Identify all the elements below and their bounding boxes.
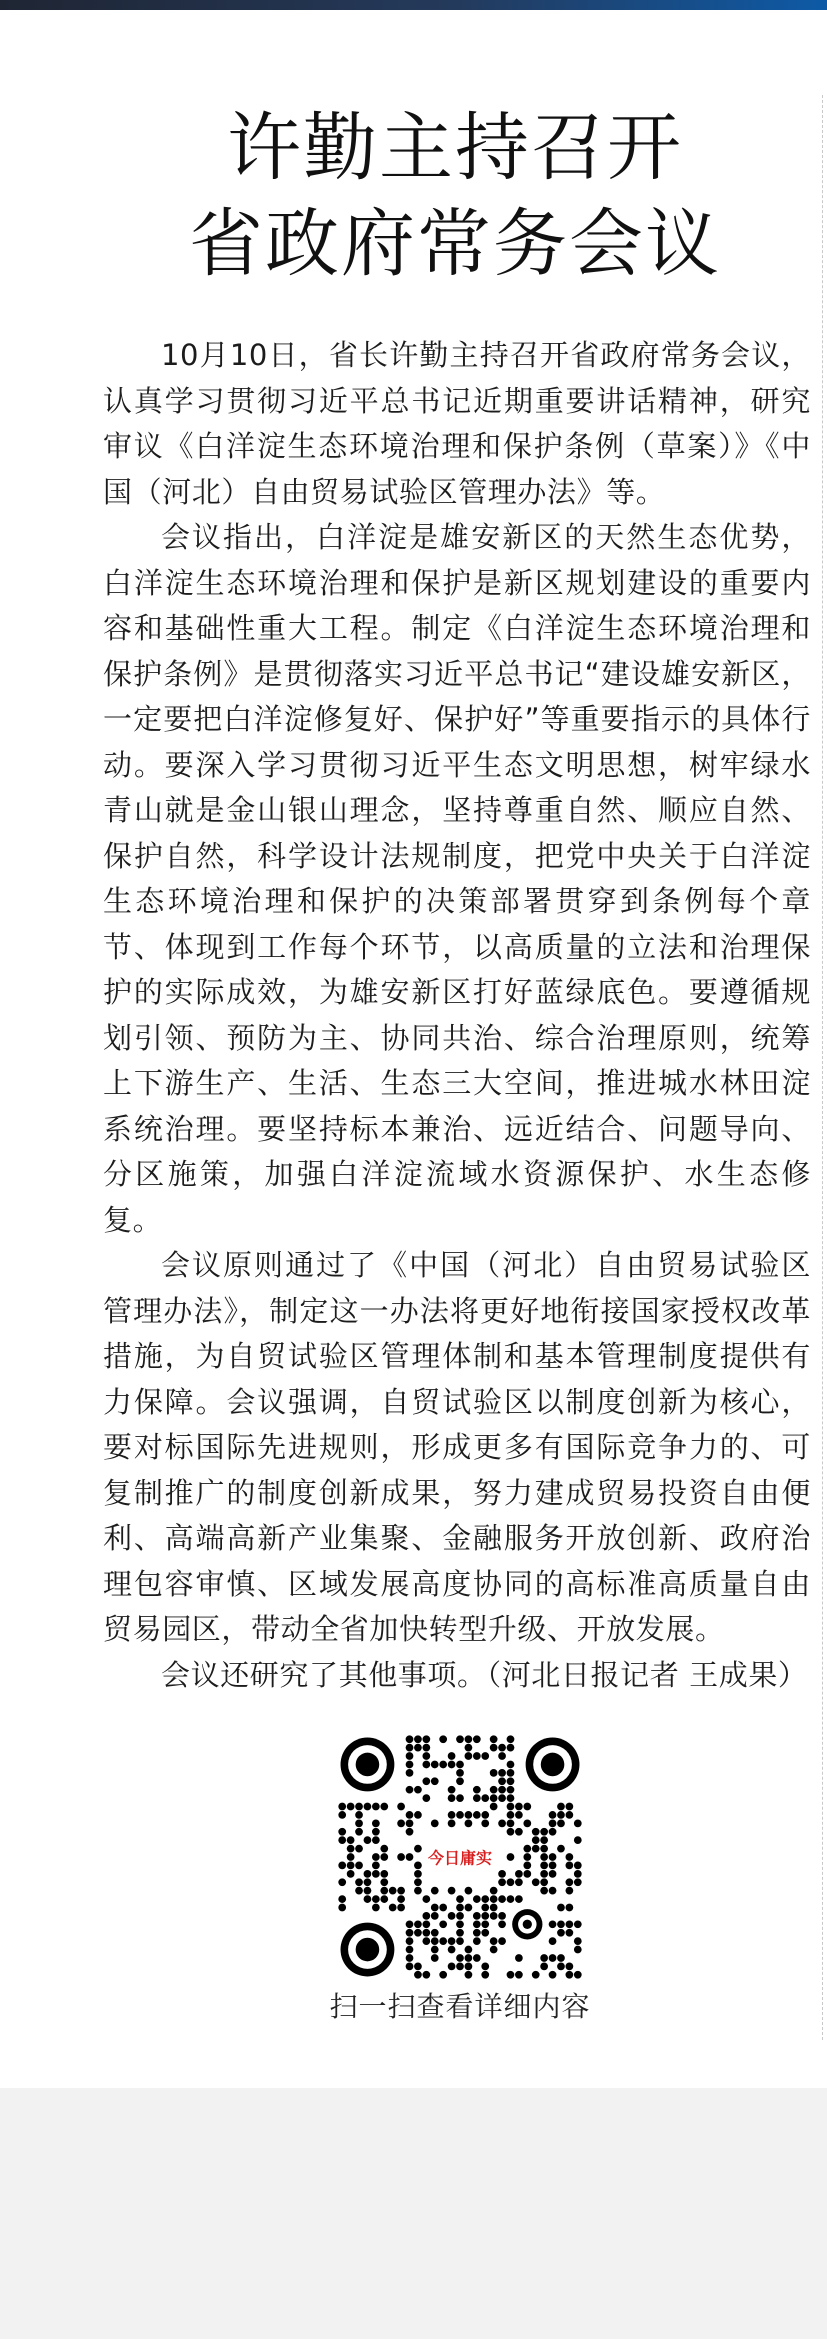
qr-module xyxy=(481,1811,489,1819)
qr-module xyxy=(507,1971,515,1979)
qr-module xyxy=(490,1769,498,1777)
qr-module xyxy=(566,1920,574,1928)
qr-module xyxy=(406,1828,414,1836)
qr-module xyxy=(549,1887,557,1895)
qr-module xyxy=(574,1920,582,1928)
qr-module xyxy=(448,1946,456,1954)
qr-module xyxy=(414,1786,422,1794)
qr-module xyxy=(515,1895,523,1903)
qr-module xyxy=(347,1803,355,1811)
qr-module xyxy=(397,1887,405,1895)
qr-module xyxy=(473,1794,481,1802)
qr-module xyxy=(380,1887,388,1895)
qr-module xyxy=(498,1920,506,1928)
qr-module xyxy=(473,1786,481,1794)
qr-module xyxy=(473,1937,481,1945)
qr-module xyxy=(364,1878,372,1886)
qr-module xyxy=(498,1878,506,1886)
qr-module xyxy=(549,1971,557,1979)
qr-module xyxy=(448,1811,456,1819)
qr-module xyxy=(422,1761,430,1769)
qr-module xyxy=(448,1794,456,1802)
qr-module xyxy=(490,1803,498,1811)
qr-module xyxy=(574,1937,582,1945)
qr-module xyxy=(448,1786,456,1794)
paragraph-3: 会议原则通过了《中国（河北）自由贸易试验区管理办法》，制定这一办法将更好地衔接国家授权改革措施，为自贸试验区管理体制和基本管理制度提供有力保障。会议强调，自贸试验区以制度创新为核心，要对标国际先进规则，形成更多有国际竞争力的、可复制推广的制度创新成果，努力建成贸易投资自由便利、高端高新产业集聚、金融服务开放创新、政府治理包容审慎、区域发展高度协同的高标准高质量自由贸易园区，带动全省加快转型升级、开放发展。 xyxy=(103,1248,811,1646)
qr-module xyxy=(549,1853,557,1861)
qr-module xyxy=(481,1904,489,1912)
qr-module xyxy=(414,1963,422,1971)
qr-module xyxy=(338,1862,346,1870)
qr-module xyxy=(422,1937,430,1945)
qr-module xyxy=(465,1904,473,1912)
qr-module xyxy=(465,1752,473,1760)
qr-module xyxy=(406,1946,414,1954)
qr-module xyxy=(557,1963,565,1971)
qr-caption: 扫一扫查看详细内容 xyxy=(329,1990,591,2023)
qr-module xyxy=(498,1912,506,1920)
qr-module xyxy=(372,1819,380,1827)
qr-module xyxy=(439,1920,447,1928)
qr-finder-top-right xyxy=(526,1738,580,1792)
qr-module xyxy=(532,1878,540,1886)
qr-module xyxy=(406,1752,414,1760)
qr-module xyxy=(515,1870,523,1878)
qr-module xyxy=(414,1811,422,1819)
qr-module xyxy=(414,1862,422,1870)
qr-module xyxy=(355,1819,363,1827)
qr-module xyxy=(406,1769,414,1777)
qr-module xyxy=(456,1920,464,1928)
qr-module xyxy=(465,1887,473,1895)
qr-module xyxy=(574,1819,582,1827)
qr-module xyxy=(406,1761,414,1769)
qr-module xyxy=(397,1819,405,1827)
qr-module xyxy=(355,1887,363,1895)
qr-module xyxy=(465,1971,473,1979)
qr-module xyxy=(498,1819,506,1827)
qr-module xyxy=(456,1794,464,1802)
qr-module xyxy=(431,1912,439,1920)
qr-module xyxy=(540,1963,548,1971)
qr-module xyxy=(574,1870,582,1878)
qr-module xyxy=(523,1870,531,1878)
qr-module xyxy=(566,1929,574,1937)
qr-module xyxy=(540,1878,548,1886)
qr-module xyxy=(473,1735,481,1743)
qr-module xyxy=(439,1761,447,1769)
qr-module xyxy=(498,1794,506,1802)
qr-module xyxy=(498,1870,506,1878)
qr-module xyxy=(338,1803,346,1811)
qr-module xyxy=(523,1845,531,1853)
qr-module xyxy=(364,1803,372,1811)
qr-module xyxy=(557,1811,565,1819)
qr-module xyxy=(372,1870,380,1878)
qr-module xyxy=(448,1937,456,1945)
qr-module xyxy=(372,1895,380,1903)
qr-module xyxy=(397,1853,405,1861)
qr-module xyxy=(347,1836,355,1844)
qr-module xyxy=(549,1954,557,1962)
qr-finder-bottom-left xyxy=(341,1923,395,1977)
title-line-1: 许勤主持召开 xyxy=(227,105,683,191)
qr-module xyxy=(481,1819,489,1827)
qr-section xyxy=(300,1735,620,2027)
qr-module xyxy=(422,1752,430,1760)
qr-module xyxy=(473,1954,481,1962)
qr-module xyxy=(498,1937,506,1945)
qr-module xyxy=(490,1744,498,1752)
qr-module xyxy=(566,1878,574,1886)
qr-module xyxy=(456,1904,464,1912)
qr-module xyxy=(431,1904,439,1912)
qr-module xyxy=(355,1828,363,1836)
qr-module xyxy=(397,1904,405,1912)
qr-module xyxy=(422,1912,430,1920)
qr-module xyxy=(574,1971,582,1979)
qr-module xyxy=(380,1853,388,1861)
qr-module xyxy=(549,1811,557,1819)
qr-module xyxy=(540,1870,548,1878)
qr-module xyxy=(414,1929,422,1937)
qr-module xyxy=(389,1904,397,1912)
qr-module xyxy=(473,1752,481,1760)
qr-module xyxy=(465,1946,473,1954)
qr-module xyxy=(549,1819,557,1827)
qr-module xyxy=(498,1744,506,1752)
qr-module xyxy=(498,1752,506,1760)
qr-module xyxy=(540,1887,548,1895)
qr-module xyxy=(490,1946,498,1954)
qr-module xyxy=(422,1794,430,1802)
qr-module xyxy=(422,1971,430,1979)
qr-module xyxy=(490,1786,498,1794)
qr-module xyxy=(490,1794,498,1802)
qr-module xyxy=(515,1803,523,1811)
qr-module xyxy=(540,1853,548,1861)
qr-module xyxy=(422,1920,430,1928)
qr-module xyxy=(448,1752,456,1760)
qr-module xyxy=(490,1937,498,1945)
qr-module xyxy=(557,1904,565,1912)
qr-module xyxy=(515,1878,523,1886)
qr-module xyxy=(507,1794,515,1802)
qr-module xyxy=(515,1971,523,1979)
qr-module xyxy=(574,1946,582,1954)
article-body xyxy=(103,333,811,1698)
qr-module xyxy=(507,1819,515,1827)
qr-module xyxy=(566,1811,574,1819)
qr-module xyxy=(540,1836,548,1844)
qr-module xyxy=(532,1971,540,1979)
qr-module xyxy=(498,1786,506,1794)
qr-module xyxy=(507,1895,515,1903)
qr-module xyxy=(406,1744,414,1752)
qr-module xyxy=(465,1811,473,1819)
qr-module xyxy=(507,1744,515,1752)
qr-module xyxy=(481,1912,489,1920)
qr-module xyxy=(372,1828,380,1836)
qr-module xyxy=(566,1803,574,1811)
qr-module xyxy=(414,1845,422,1853)
qr-module xyxy=(473,1920,481,1928)
qr-module xyxy=(473,1912,481,1920)
qr-module xyxy=(448,1912,456,1920)
qr-module xyxy=(439,1971,447,1979)
qr-module xyxy=(566,1862,574,1870)
qr-module xyxy=(540,1828,548,1836)
qr-module xyxy=(490,1904,498,1912)
qr-code[interactable] xyxy=(338,1735,582,1979)
qr-module xyxy=(507,1811,515,1819)
qr-module xyxy=(498,1777,506,1785)
qr-module xyxy=(481,1794,489,1802)
qr-module xyxy=(456,1895,464,1903)
qr-module xyxy=(422,1735,430,1743)
qr-module xyxy=(406,1853,414,1861)
qr-module xyxy=(540,1862,548,1870)
qr-module xyxy=(456,1761,464,1769)
qr-module xyxy=(422,1929,430,1937)
qr-module xyxy=(338,1904,346,1912)
qr-module xyxy=(406,1963,414,1971)
title-line-2: 省政府常务会议 xyxy=(189,201,721,287)
qr-module xyxy=(431,1929,439,1937)
qr-module xyxy=(414,1971,422,1979)
qr-module xyxy=(566,1887,574,1895)
qr-module xyxy=(439,1904,447,1912)
qr-module xyxy=(532,1836,540,1844)
qr-module xyxy=(456,1769,464,1777)
qr-module xyxy=(414,1744,422,1752)
qr-module xyxy=(557,1954,565,1962)
qr-module xyxy=(439,1735,447,1743)
qr-module xyxy=(507,1777,515,1785)
qr-module xyxy=(372,1862,380,1870)
qr-logo-text: 今日庸实 xyxy=(428,1848,492,1868)
qr-module xyxy=(380,1878,388,1886)
qr-module xyxy=(439,1937,447,1945)
qr-module xyxy=(566,1904,574,1912)
qr-module xyxy=(566,1971,574,1979)
qr-module xyxy=(549,1862,557,1870)
qr-module xyxy=(456,1929,464,1937)
qr-module xyxy=(498,1769,506,1777)
qr-module xyxy=(406,1929,414,1937)
article-title xyxy=(60,100,827,292)
qr-module xyxy=(414,1878,422,1886)
qr-module xyxy=(347,1862,355,1870)
qr-module xyxy=(355,1811,363,1819)
qr-module xyxy=(557,1819,565,1827)
qr-module xyxy=(338,1878,346,1886)
qr-module xyxy=(557,1920,565,1928)
qr-module xyxy=(574,1862,582,1870)
qr-module xyxy=(422,1895,430,1903)
qr-module xyxy=(448,1887,456,1895)
qr-module xyxy=(507,1769,515,1777)
qr-module xyxy=(490,1912,498,1920)
qr-finder-top-left xyxy=(341,1738,395,1792)
qr-module xyxy=(465,1744,473,1752)
qr-module xyxy=(566,1963,574,1971)
qr-module xyxy=(456,1954,464,1962)
qr-module xyxy=(498,1895,506,1903)
qr-module xyxy=(481,1920,489,1928)
qr-module xyxy=(406,1920,414,1928)
qr-module xyxy=(372,1904,380,1912)
qr-module xyxy=(456,1912,464,1920)
qr-module xyxy=(431,1819,439,1827)
qr-module xyxy=(448,1761,456,1769)
qr-module xyxy=(515,1828,523,1836)
qr-module xyxy=(397,1803,405,1811)
qr-module xyxy=(414,1887,422,1895)
qr-module xyxy=(557,1929,565,1937)
qr-module xyxy=(515,1811,523,1819)
right-dashed-divider xyxy=(822,95,823,2040)
qr-module xyxy=(456,1811,464,1819)
qr-module xyxy=(372,1853,380,1861)
qr-module xyxy=(490,1735,498,1743)
qr-module xyxy=(456,1937,464,1945)
qr-module xyxy=(523,1819,531,1827)
qr-module xyxy=(557,1845,565,1853)
qr-module xyxy=(481,1752,489,1760)
qr-module xyxy=(490,1895,498,1903)
qr-module xyxy=(523,1803,531,1811)
qr-module xyxy=(490,1887,498,1895)
qr-module xyxy=(465,1963,473,1971)
qr-module xyxy=(338,1828,346,1836)
qr-module xyxy=(549,1870,557,1878)
qr-module xyxy=(406,1954,414,1962)
qr-module xyxy=(574,1878,582,1886)
qr-module xyxy=(456,1777,464,1785)
qr-module xyxy=(540,1845,548,1853)
qr-module xyxy=(515,1954,523,1962)
qr-module xyxy=(557,1803,565,1811)
qr-module xyxy=(406,1937,414,1945)
qr-module xyxy=(414,1735,422,1743)
qr-module xyxy=(355,1862,363,1870)
qr-module xyxy=(540,1954,548,1962)
qr-alignment-mark xyxy=(512,1909,542,1939)
qr-module xyxy=(481,1929,489,1937)
qr-module xyxy=(481,1895,489,1903)
qr-module xyxy=(422,1744,430,1752)
qr-module xyxy=(448,1819,456,1827)
qr-module xyxy=(481,1963,489,1971)
qr-module xyxy=(347,1870,355,1878)
qr-module xyxy=(507,1853,515,1861)
qr-module xyxy=(355,1803,363,1811)
qr-module xyxy=(355,1878,363,1886)
qr-module xyxy=(355,1845,363,1853)
qr-module xyxy=(431,1946,439,1954)
qr-module xyxy=(431,1954,439,1962)
qr-module xyxy=(549,1828,557,1836)
qr-module xyxy=(473,1929,481,1937)
qr-module xyxy=(431,1777,439,1785)
qr-module xyxy=(364,1836,372,1844)
qr-module xyxy=(481,1971,489,1979)
qr-module xyxy=(523,1853,531,1861)
qr-module xyxy=(406,1786,414,1794)
qr-module xyxy=(380,1845,388,1853)
qr-module xyxy=(456,1735,464,1743)
qr-module xyxy=(473,1895,481,1903)
qr-module xyxy=(507,1761,515,1769)
qr-module xyxy=(456,1963,464,1971)
qr-module xyxy=(364,1887,372,1895)
qr-module xyxy=(380,1870,388,1878)
qr-module xyxy=(422,1777,430,1785)
qr-module xyxy=(523,1862,531,1870)
qr-module xyxy=(448,1963,456,1971)
qr-module xyxy=(507,1786,515,1794)
qr-module xyxy=(406,1811,414,1819)
paragraph-1: 10月10日，省长许勤主持召开省政府常务会议，认真学习贯彻习近平总书记近期重要讲话精神，研究审议《白洋淀生态环境治理和保护条例（草案）》《中国（河北）自由贸易试验区管理办法》等。 xyxy=(103,338,811,509)
qr-module xyxy=(465,1735,473,1743)
qr-module xyxy=(532,1828,540,1836)
qr-module xyxy=(338,1895,346,1903)
qr-center-logo xyxy=(425,1833,496,1882)
qr-module xyxy=(465,1819,473,1827)
qr-module xyxy=(347,1845,355,1853)
qr-module xyxy=(473,1811,481,1819)
qr-module xyxy=(414,1870,422,1878)
qr-module xyxy=(507,1735,515,1743)
qr-module xyxy=(347,1853,355,1861)
qr-module xyxy=(549,1937,557,1945)
qr-module xyxy=(431,1937,439,1945)
paragraph-2: 会议指出，白洋淀是雄安新区的天然生态优势，白洋淀生态环境治理和保护是新区规划建设的重要内容和基础性重大工程。制定《白洋淀生态环境治理和保护条例》是贯彻落实习近平总书记“建设雄安新区，一定要把白洋淀修复好、保护好”等重要指示的具体行动。要深入学习贯彻习近平生态文明思想，树牢绿水青山就是金山银山理念，坚持尊重自然、顺应自然、保护自然，科学设计法规制度，把党中央关于白洋淀生态环境治理和保护的决策部署贯穿到条例每个章节、体现到工作每个环节，以高质量的立法和治理保护的实际成效，为雄安新区打好蓝绿底色。要遵循规划引领、预防为主、协同共治、综合治理原则，统筹上下游生产、生活、生态三大空间，推进城水林田淀系统治理。要坚持标本兼治、远近结合、问题导向、分区施策，加强白洋淀流域水资源保护、水生态修复。 xyxy=(103,520,811,1237)
qr-module xyxy=(406,1735,414,1743)
qr-module xyxy=(338,1836,346,1844)
qr-module xyxy=(507,1803,515,1811)
qr-module xyxy=(372,1803,380,1811)
qr-module xyxy=(364,1870,372,1878)
qr-module xyxy=(380,1895,388,1903)
qr-module xyxy=(507,1878,515,1886)
qr-module xyxy=(465,1954,473,1962)
qr-module xyxy=(389,1887,397,1895)
qr-module xyxy=(338,1811,346,1819)
qr-module xyxy=(431,1887,439,1895)
qr-module xyxy=(414,1920,422,1928)
qr-module xyxy=(431,1761,439,1769)
paragraph-4: 会议还研究了其他事项。（河北日报记者 王成果） xyxy=(161,1657,808,1692)
qr-module xyxy=(380,1803,388,1811)
qr-module xyxy=(507,1828,515,1836)
qr-module xyxy=(372,1836,380,1844)
qr-module xyxy=(397,1895,405,1903)
qr-module xyxy=(406,1819,414,1827)
qr-module xyxy=(566,1853,574,1861)
qr-module xyxy=(549,1920,557,1928)
qr-module xyxy=(532,1845,540,1853)
qr-module xyxy=(574,1836,582,1844)
top-accent-bar xyxy=(0,0,827,10)
qr-module xyxy=(364,1895,372,1903)
